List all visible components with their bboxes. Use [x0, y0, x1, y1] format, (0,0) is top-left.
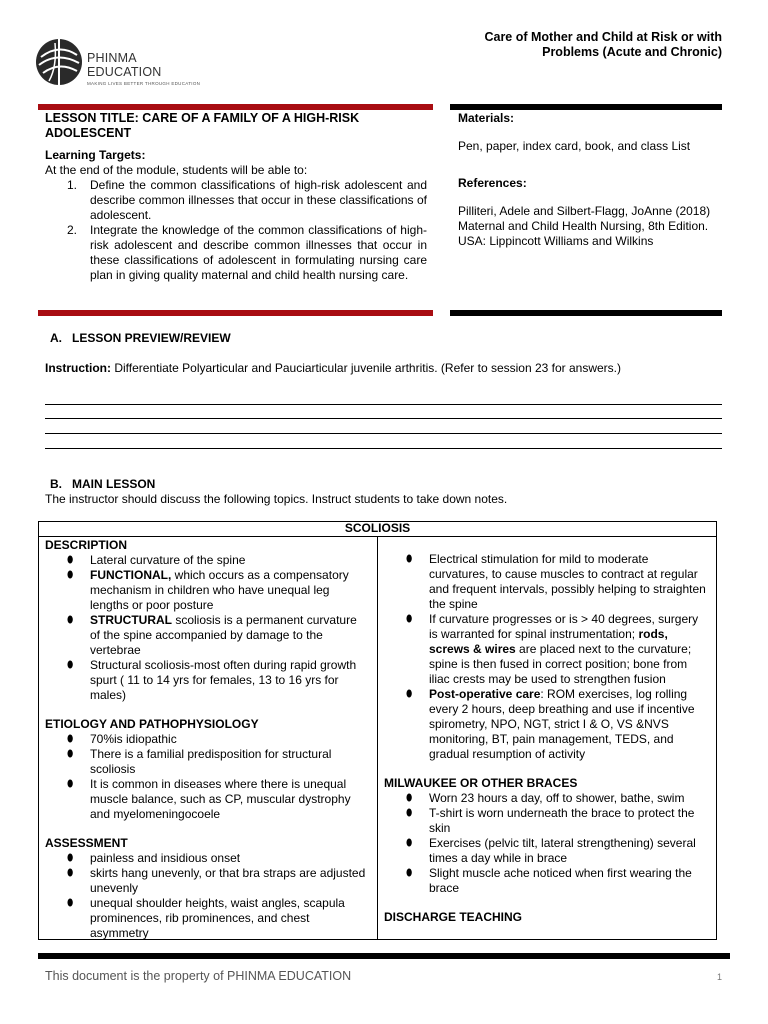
- list-item: ⬮ Electrical stimulation for mild to moderate curvatures, to cause muscles to contract at regular and frequent intervals, possibly helping to straighten the spine: [406, 552, 706, 611]
- references-heading: References:: [458, 176, 527, 190]
- list-item: ⬮ 70%is idiopathic: [67, 732, 177, 746]
- bullet-icon: ⬮: [406, 793, 413, 804]
- learning-targets-intro: At the end of the module, students will be able to:: [45, 163, 308, 177]
- left-column: [45, 538, 370, 941]
- materials-text: Pen, paper, index card, book, and class List: [458, 139, 691, 153]
- course-title-line1: Care of Mother and Child at Risk or with: [484, 30, 722, 44]
- lesson-top-bar: [38, 104, 433, 110]
- section-a-heading: A. LESSON PREVIEW/REVIEW: [50, 331, 231, 345]
- bullet-icon: ⬮: [67, 570, 74, 581]
- bullet-icon: ⬮: [406, 808, 413, 819]
- etiology-list: [45, 732, 370, 822]
- materials-block: [458, 111, 728, 249]
- scoliosis-table: [38, 521, 717, 940]
- bullet-icon: ⬮: [67, 779, 74, 790]
- section-b-heading: B. MAIN LESSON: [50, 477, 156, 491]
- references-text: Pilliteri, Adele and Silbert-Flagg, JoAnne (2018) Maternal and Child Health Nursing, 8th Edition. USA: Lippincott Williams and Wilkins: [458, 204, 711, 248]
- list-item: ⬮ FUNCTIONAL, which occurs as a compensatory mechanism in children who have unequal leg lengths or poor posture: [67, 568, 349, 612]
- list-item: ⬮ Post-operative care: ROM exercises, log rolling every 2 hours, deep breathing and use if incentive spirometry, NPO, NGT, strict I & O, VS &NVS monitoring, BT, pain management, TEDS, and gradual resumption of activity: [406, 687, 695, 761]
- list-item: ⬮ It is common in diseases where there is unequal muscle balance, such as CP, muscular dystrophy and myelomeningocoele: [67, 777, 351, 821]
- list-item: ⬮ skirts hang unevenly, or that bra straps are adjusted unevenly: [67, 866, 366, 895]
- instruction-label: Instruction:: [45, 361, 111, 375]
- assessment-heading: ASSESSMENT: [45, 836, 128, 850]
- bullet-icon: ⬮: [406, 868, 413, 879]
- bullet-icon: ⬮: [67, 853, 74, 864]
- bullet-icon: ⬮: [67, 734, 74, 745]
- list-item: ⬮ Lateral curvature of the spine: [67, 553, 246, 567]
- logo-tagline: MAKING LIVES BETTER THROUGH EDUCATION: [87, 81, 201, 86]
- list-item: ⬮ unequal shoulder heights, waist angles, scapula prominences, rib prominences, and chest asymmetry: [67, 896, 345, 940]
- list-item: ⬮ Exercises (pelvic tilt, lateral strengthening) several times a day while in brace: [406, 836, 696, 865]
- bullet-icon: ⬮: [67, 749, 74, 760]
- table-title: SCOLIOSIS: [39, 522, 716, 537]
- treatment-list: [384, 552, 709, 762]
- list-item: ⬮ T-shirt is worn underneath the brace to protect the skin: [406, 806, 695, 835]
- instruction: [45, 361, 621, 375]
- bullet-icon: ⬮: [67, 555, 74, 566]
- phinma-logo: [35, 37, 205, 87]
- list-item: 1. Define the common classifications of high-risk adolescent and describe common illnesses that occur in these classifications of adolescent.: [67, 178, 427, 222]
- list-item: ⬮ painless and insidious onset: [67, 851, 241, 865]
- bullet-icon: ⬮: [67, 898, 74, 909]
- list-item: ⬮ Slight muscle ache noticed when first wearing the brace: [406, 866, 692, 895]
- braces-list: [384, 791, 709, 896]
- list-item: ⬮ There is a familial predisposition for structural scoliosis: [67, 747, 332, 776]
- column-divider: [377, 537, 378, 939]
- answer-line[interactable]: [45, 418, 722, 419]
- bullet-icon: ⬮: [406, 554, 413, 565]
- discharge-heading: DISCHARGE TEACHING: [384, 910, 523, 924]
- bullet-icon: ⬮: [406, 614, 413, 625]
- bullet-icon: ⬮: [67, 615, 74, 626]
- logo-name: PHINMA EDUCATION: [87, 51, 162, 79]
- braces-heading: MILWAUKEE OR OTHER BRACES: [384, 776, 578, 790]
- footer-text: This document is the property of PHINMA EDUCATION: [45, 969, 352, 983]
- etiology-heading: ETIOLOGY AND PATHOPHYSIOLOGY: [45, 717, 259, 731]
- page-number: 1: [716, 972, 722, 982]
- assessment-list: [45, 851, 370, 941]
- answer-line[interactable]: [45, 433, 722, 434]
- instruction-text: Differentiate Polyarticular and Pauciarticular juvenile arthritis. (Refer to session 23 for answers.): [111, 361, 621, 375]
- course-title-line2: Problems (Acute and Chronic): [542, 45, 722, 59]
- learning-targets-heading: Learning Targets:: [45, 148, 146, 162]
- answer-line[interactable]: [45, 404, 722, 405]
- lesson-title: LESSON TITLE: CARE OF A FAMILY OF A HIGH-RISK ADOLESCENT: [45, 111, 360, 140]
- bullet-icon: ⬮: [406, 838, 413, 849]
- materials-top-bar: [450, 104, 722, 110]
- section-b-subtitle: The instructor should discuss the following topics. Instruct students to take down notes.: [45, 492, 508, 506]
- lesson-bottom-bar: [38, 310, 433, 316]
- list-item: ⬮ Worn 23 hours a day, off to shower, bathe, swim: [406, 791, 685, 805]
- answer-line[interactable]: [45, 448, 722, 449]
- bullet-icon: ⬮: [67, 660, 74, 671]
- materials-bottom-bar: [450, 310, 722, 316]
- right-column: [384, 552, 709, 925]
- description-list: [45, 553, 370, 703]
- course-title: [484, 30, 722, 60]
- materials-heading: Materials:: [458, 111, 515, 125]
- bullet-icon: ⬮: [406, 689, 413, 700]
- learning-targets-list: [45, 178, 427, 283]
- bullet-icon: ⬮: [67, 868, 74, 879]
- footer-bar: [38, 953, 730, 959]
- description-heading: DESCRIPTION: [45, 538, 128, 552]
- list-item: ⬮ Structural scoliosis-most often during rapid growth spurt ( 11 to 14 yrs for females, 13 to 16 yrs for males): [67, 658, 357, 702]
- list-item: 2. Integrate the knowledge of the common classifications of high-risk adolescent and describe common illnesses that occur in these classifications of adolescent in formulating nursing care plan in giving quality maternal and child health nursing care.: [67, 223, 427, 282]
- list-item: ⬮ STRUCTURAL scoliosis is a permanent curvature of the spine accompanied by damage to the vertebrae: [67, 613, 357, 657]
- lesson-block: [45, 111, 427, 283]
- list-item: ⬮ If curvature progresses or is > 40 degrees, surgery is warranted for spinal instrumentation; rods, screws & wires are placed next to the curvature; spine is then fused in correct position; bone from iliac crests may be used to strengthen fusion: [406, 612, 699, 686]
- phinma-globe-icon: [35, 37, 83, 87]
